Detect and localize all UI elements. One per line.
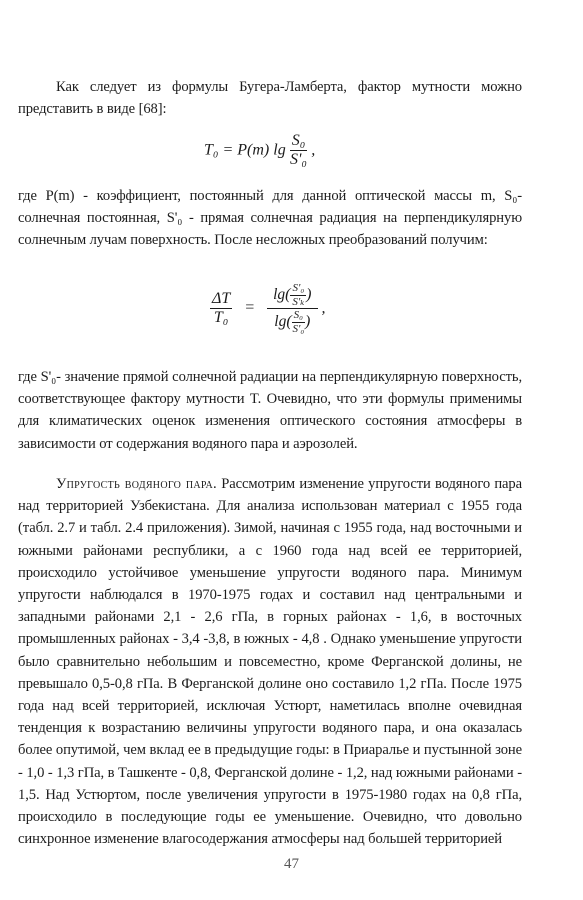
formula1-fraction [290,132,308,170]
formula2-tail: , [321,299,326,317]
formula1-lhs: T₀ = P(m) lg [204,141,286,159]
formula1-denominator: S'₀ [289,151,307,169]
formula2-lhs-denominator: T₀ [213,309,229,327]
formula2-lhs-numerator: ΔT [210,290,232,309]
formula1-numerator: S₀ [290,132,308,151]
page-number: 47 [284,856,299,872]
definitions-paragraph: где P(m) - коэффициент, постоянный для данной оптической массы m, S₀- солнечная постоянная, S'₀ - прямая солнечная радиация на перпендикулярную солнечным лучам поверхность. После несложных преобразований получим: [18,188,522,249]
explanation-paragraph: где S'₀- значение прямой солнечной радиации на перпендикулярную поверхность, соответствующее фактору мутности T. Очевидно, что эти формулы применимы для климатических оценок изменения оптического состояния атмосферы в зависимости от содержания водяного пара и аэрозолей. [18,369,522,452]
formula2-lhs-fraction [210,290,232,328]
formula-relative-change [210,282,326,336]
section-heading: Упругость водяного пара. [56,476,217,492]
intro-paragraph: Как следует из формулы Бугера-Ламберта, фактор мутности можно представить в виде [68]: [18,79,522,118]
section-body: Рассмотрим изменение упругости водяного пара над территорией Узбекистана. Для анализа использован материал с 1955 года (табл. 2.7 и табл. 2.4 приложения). Зимой, начиная с 1955 года, над восточными и южными районами республики, а с 1960 года над всей ее территорией, происходило устойчивое уменьшение упругости водяного пара. Минимум упругости наблюдался в 1970-1975 годах и составил над центральными и западными районами 2,1 - 2,6 гПа, в горных районах - 1,6, в восточных промышленных районах - 3,4 -3,8, в южных - 4,8 . Однако уменьшение упругости было сравнительно небольшим и повсеместно, кроме Ферганской долины, не превышало 0,5-0,8 гПа. В Ферганской долине оно составило 1,2 гПа. После 1975 года над всей территорией, исключая Устюрт, наметилась вполне очевидная тенденция к возрастанию величины упругости водяного пара, и она оказалась более опутимой, чем вклад ее в предыдущие годы: в Приаралье и пустынной зоне - 1,0 - 1,3 гПа, в Ташкенте - 0,8, Ферганской долине - 1,2, над южными районами - 1,5. Над Устюртом, после увеличения упругости в 1975-1980 годах на 0,8 гПа, происходило в последующие годы ее уменьшение. Очевидно, что довольно синхронное изменение влагосодержания атмосферы над большей территорией [18,476,522,848]
formula2-rhs-denominator: lg( $\frac{\text{S₀}}{\text{S'₀}}$ ) [274,309,311,335]
formula2-rhs-fraction [267,282,317,336]
formula2-equals: = [244,299,256,317]
formula-turbidity-factor [204,132,315,170]
formula1-tail: , [311,141,316,159]
formula2-rhs-numerator: lg( $\frac{\text{S'₀}}{\text{S'ₖ}}$ ) [267,282,317,309]
water-vapor-section [18,473,522,850]
